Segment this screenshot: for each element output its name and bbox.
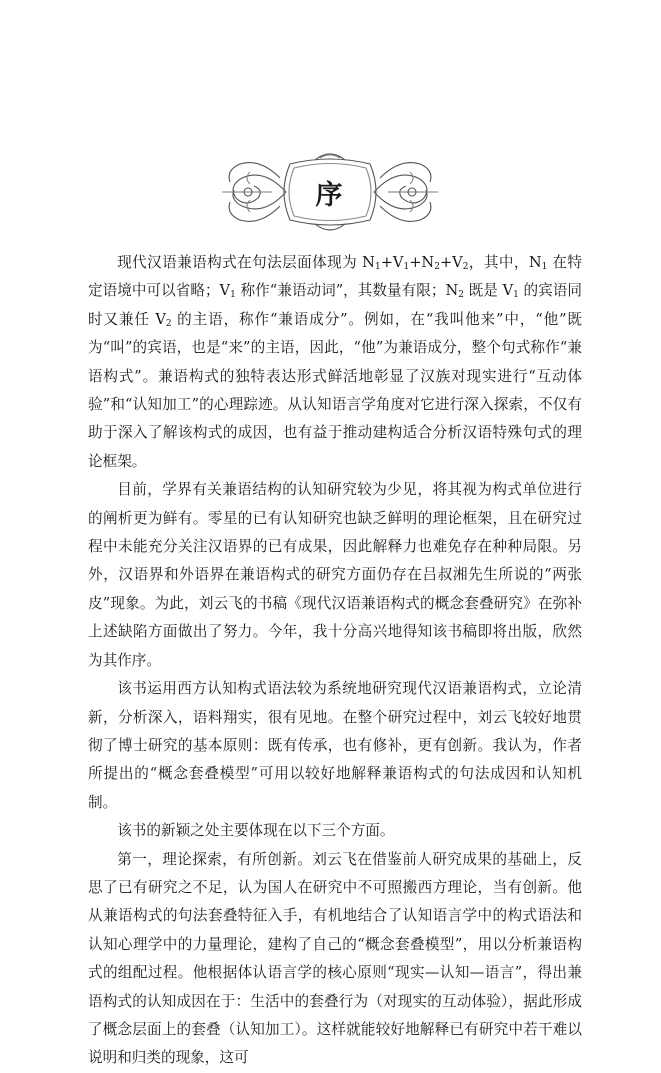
paragraph (88, 817, 582, 845)
paragraph (88, 675, 582, 817)
text-run: +V (439, 254, 463, 271)
text-run: 在特定语境中可以省略；V (88, 254, 582, 300)
text-run: +N (409, 254, 435, 271)
text-run: +V (380, 254, 404, 271)
text-run: 既是 V (464, 282, 514, 300)
subscript: 2 (434, 262, 440, 272)
paragraph (88, 846, 582, 1073)
paragraph (88, 476, 582, 675)
text-run: 目前，学界有关兼语结构的认知研究较为少见，将其视为构式单位进行的阐析更为鲜有。零星的已有认知研究也缺乏鲜明的理论框架，且在研究过程中未能充分关注汉语界的已有成果，因此解释力也难免存在种种局限。另外，汉语界和外语界在兼语构式的研究方面仍存在吕叔湘先生所说的“两张皮”现象。为此，刘云飞的书稿《现代汉语兼语构式的概念套叠研究》在弥补上述缺陷方面做出了努力。今年，我十分高兴地得知该书稿即将出版，欣然为其作序。 (88, 481, 582, 669)
page-title: 序 (315, 179, 345, 211)
text-run: 第一，理论探索，有所创新。刘云飞在借鉴前人研究成果的基础上，反思了已有研究之不足，认为国人在研究中不可照搬西方理论，当有创新。他从兼语构式的句法套叠特征入手，有机地结合了认知语言学中的构式语法和认知心理学中的力量理论，建构了自己的“概念套叠模型”，用以分析兼语构式的组配过程。他根据体认语言学的核心原则“现实—认知—语言”，得出兼语构式的认知成因在于：生活中的套叠行为（对现实的互动体验），据此形成了概念层面上的套叠（认知加工）。这样就能较好地解释已有研究中若干难以说明和归类的现象，这可 (88, 850, 582, 1067)
subscript: 2 (462, 262, 469, 272)
text-run: 的主语，称作“兼语成分”。例如，在“我叫他来”中，“他”既为“叫”的宾语，也是“来”的主语，因此，“他”为兼语成分，整个句式称作“兼语构式”。兼语构式的独特表达形式鲜活地彰显了汉族对现实进行“互动体验”和“认知加工”的心理踪迹。从认知语言学角度对它进行深入探索，不仅有助于深入了解该构式的成因，也有益于推动建构适合分析汉语特殊句式的理论框架。 (88, 310, 582, 470)
text-run: 该书运用西方认知构式语法较为系统地研究现代汉语兼语构式，立论清新，分析深入，语料翔实，很有见地。在整个研究过程中，刘云飞较好地贯彻了博士研究的基本原则：既有传承，也有修补，更有创新。我认为，作者所提出的“概念套叠模型”可用以较好地解释兼语构式的句法成因和认知机制。 (88, 680, 582, 811)
text-run: 该书的新颖之处主要体现在以下三个方面。 (117, 822, 395, 840)
subscript: 2 (458, 290, 465, 301)
subscript: 1 (541, 262, 548, 272)
subscript: 2 (165, 318, 172, 329)
subscript: 1 (374, 262, 381, 272)
text-run: ，其中，N (468, 254, 542, 271)
text-run: 现代汉语兼语构式在句法层面体现为 N (117, 254, 375, 271)
title-ornament (220, 148, 440, 236)
subscript: 1 (513, 290, 519, 301)
subscript: 1 (403, 262, 410, 272)
body-text (88, 249, 582, 1073)
paragraph (88, 249, 582, 476)
text-run: 称作“兼语动词”，其数量有限；N (235, 282, 459, 300)
text-run: 的宾语同时又兼任 V (88, 282, 582, 328)
subscript: 1 (230, 290, 236, 301)
